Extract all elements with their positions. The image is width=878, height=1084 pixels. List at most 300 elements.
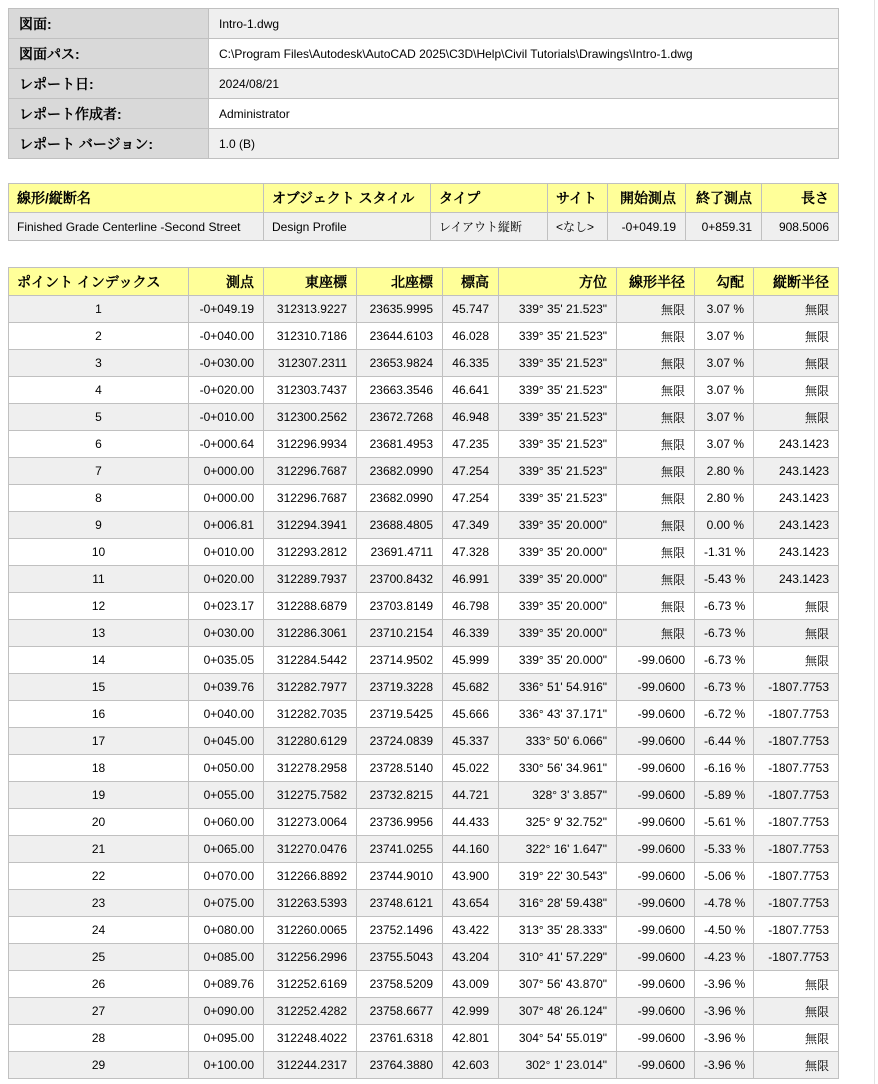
cell: -6.16 % [695,755,754,782]
cell: 339° 35' 21.523" [499,296,617,323]
cell: 0+055.00 [189,782,264,809]
cell: 無限 [617,323,695,350]
cell: -4.78 % [695,890,754,917]
column-header: 勾配 [695,268,754,296]
cell: 0+070.00 [189,863,264,890]
column-header: 標高 [443,268,499,296]
cell: 0.00 % [695,512,754,539]
cell: 23681.4953 [357,431,443,458]
cell: -1807.7753 [754,890,839,917]
table-row [9,620,839,647]
cell: -4.23 % [695,944,754,971]
cell: 312248.4022 [264,1025,357,1052]
cell: 313° 35' 28.333" [499,917,617,944]
table-row [9,809,839,836]
cell: 23719.3228 [357,674,443,701]
info-value: C:\Program Files\Autodesk\AutoCAD 2025\C3D\Help\Civil Tutorials\Drawings\Intro-1.dwg [209,39,839,69]
cell: 243.1423 [754,512,839,539]
cell: 46.028 [443,323,499,350]
cell: 3.07 % [695,350,754,377]
cell: 336° 43' 37.171" [499,701,617,728]
cell: -6.73 % [695,647,754,674]
cell: 20 [9,809,189,836]
table-row [9,296,839,323]
cell: 28 [9,1025,189,1052]
cell: -99.0600 [617,944,695,971]
cell: 無限 [617,296,695,323]
cell: 0+075.00 [189,890,264,917]
column-header: 方位 [499,268,617,296]
cell: 27 [9,998,189,1025]
cell: -1807.7753 [754,674,839,701]
table-row [9,485,839,512]
cell: -1807.7753 [754,782,839,809]
column-header: 長さ [762,184,839,213]
cell: 312310.7186 [264,323,357,350]
table-row [9,863,839,890]
column-header: 線形半径 [617,268,695,296]
cell: 23700.8432 [357,566,443,593]
cell: 23764.3880 [357,1052,443,1079]
cell: -1807.7753 [754,809,839,836]
table-row [9,377,839,404]
table-row [9,458,839,485]
cell: 22 [9,863,189,890]
cell: 23682.0990 [357,458,443,485]
cell: 339° 35' 21.523" [499,323,617,350]
cell: 26 [9,971,189,998]
cell: 42.603 [443,1052,499,1079]
cell: 322° 16' 1.647" [499,836,617,863]
cell: 23635.9995 [357,296,443,323]
cell: 312307.2311 [264,350,357,377]
cell: 46.641 [443,377,499,404]
cell: 46.991 [443,566,499,593]
table-row [9,99,839,129]
cell: 312252.6169 [264,971,357,998]
cell: 25 [9,944,189,971]
cell: 47.328 [443,539,499,566]
cell: 9 [9,512,189,539]
cell: 23758.5209 [357,971,443,998]
cell: 339° 35' 21.523" [499,485,617,512]
cell: 243.1423 [754,458,839,485]
info-label: レポート作成者: [9,99,209,129]
cell: 312282.7977 [264,674,357,701]
cell: -0+049.19 [608,213,686,241]
cell: 23761.6318 [357,1025,443,1052]
cell: 0+085.00 [189,944,264,971]
cell: 0+000.00 [189,458,264,485]
cell: 312294.3941 [264,512,357,539]
cell: 339° 35' 20.000" [499,593,617,620]
cell: 312288.6879 [264,593,357,620]
cell: 14 [9,647,189,674]
cell: -6.72 % [695,701,754,728]
table-row [9,431,839,458]
column-header: 終了測点 [686,184,762,213]
cell: 312284.5442 [264,647,357,674]
table-row [9,836,839,863]
cell: 19 [9,782,189,809]
cell: 7 [9,458,189,485]
cell: -99.0600 [617,755,695,782]
cell: 23728.5140 [357,755,443,782]
cell: 243.1423 [754,431,839,458]
cell: 6 [9,431,189,458]
cell: -99.0600 [617,674,695,701]
cell: 0+006.81 [189,512,264,539]
cell: 23653.9824 [357,350,443,377]
cell: -99.0600 [617,971,695,998]
table-row [9,39,839,69]
column-header: ポイント インデックス [9,268,189,296]
cell: 333° 50' 6.066" [499,728,617,755]
cell: 339° 35' 21.523" [499,377,617,404]
cell: 339° 35' 20.000" [499,539,617,566]
cell: 2.80 % [695,485,754,512]
cell: 無限 [617,539,695,566]
cell: 330° 56' 34.961" [499,755,617,782]
cell: 23758.6677 [357,998,443,1025]
cell: -1807.7753 [754,728,839,755]
column-header: サイト [548,184,608,213]
cell: 43.900 [443,863,499,890]
cell: -1807.7753 [754,755,839,782]
cell: -0+049.19 [189,296,264,323]
cell: 23719.5425 [357,701,443,728]
cell: 43.654 [443,890,499,917]
table-row [9,998,839,1025]
cell: -1807.7753 [754,836,839,863]
cell: 312244.2317 [264,1052,357,1079]
info-label: 図面パス: [9,39,209,69]
cell: 312260.0065 [264,917,357,944]
cell: 無限 [754,1052,839,1079]
cell: 0+095.00 [189,1025,264,1052]
cell: -5.89 % [695,782,754,809]
cell: 無限 [617,350,695,377]
cell: 23736.9956 [357,809,443,836]
cell: 0+100.00 [189,1052,264,1079]
cell: 312275.7582 [264,782,357,809]
table-row [9,674,839,701]
info-value: Intro-1.dwg [209,9,839,39]
cell: -99.0600 [617,917,695,944]
cell: 44.721 [443,782,499,809]
cell: 24 [9,917,189,944]
cell: 45.682 [443,674,499,701]
cell: 0+859.31 [686,213,762,241]
column-header: 東座標 [264,268,357,296]
cell: 46.798 [443,593,499,620]
cell: 3.07 % [695,431,754,458]
cell: -1807.7753 [754,863,839,890]
cell: 無限 [617,431,695,458]
cell: -0+020.00 [189,377,264,404]
cell: レイアウト縦断 [431,213,548,241]
cell: 319° 22' 30.543" [499,863,617,890]
cell: -99.0600 [617,728,695,755]
cell: 無限 [754,620,839,647]
cell: 無限 [754,350,839,377]
cell: 43.422 [443,917,499,944]
cell: 無限 [617,512,695,539]
info-label: レポート バージョン: [9,129,209,159]
cell: 45.337 [443,728,499,755]
cell: 43.204 [443,944,499,971]
cell: 42.801 [443,1025,499,1052]
cell: 312300.2562 [264,404,357,431]
cell: 339° 35' 21.523" [499,458,617,485]
cell: 無限 [754,1025,839,1052]
cell: 無限 [754,377,839,404]
table-row [9,1025,839,1052]
cell: -3.96 % [695,1025,754,1052]
column-header: 線形/縦断名 [9,184,264,213]
cell: 21 [9,836,189,863]
cell: 339° 35' 20.000" [499,620,617,647]
cell: -1807.7753 [754,944,839,971]
cell: 0+010.00 [189,539,264,566]
cell: 0+045.00 [189,728,264,755]
cell: 23744.9010 [357,863,443,890]
cell: 18 [9,755,189,782]
cell: -99.0600 [617,809,695,836]
cell: 316° 28' 59.438" [499,890,617,917]
cell: 無限 [754,998,839,1025]
cell: 46.339 [443,620,499,647]
cell: 339° 35' 20.000" [499,512,617,539]
cell: 310° 41' 57.229" [499,944,617,971]
cell: 45.747 [443,296,499,323]
cell: 無限 [617,593,695,620]
table-row [9,782,839,809]
cell: 44.160 [443,836,499,863]
table-row [9,213,839,241]
cell: 243.1423 [754,485,839,512]
cell: -6.44 % [695,728,754,755]
table-row [9,917,839,944]
cell: 312270.0476 [264,836,357,863]
info-label: 図面: [9,9,209,39]
cell: 312263.5393 [264,890,357,917]
cell: 無限 [617,620,695,647]
cell: 0+080.00 [189,917,264,944]
cell: 45.022 [443,755,499,782]
cell: 312256.2996 [264,944,357,971]
cell: 339° 35' 21.523" [499,431,617,458]
cell: -99.0600 [617,998,695,1025]
cell: 339° 35' 20.000" [499,647,617,674]
table-row [9,944,839,971]
cell: 312303.7437 [264,377,357,404]
cell: 44.433 [443,809,499,836]
info-value: 2024/08/21 [209,69,839,99]
table-row [9,890,839,917]
cell: 0+030.00 [189,620,264,647]
cell: 23741.0255 [357,836,443,863]
cell: 47.235 [443,431,499,458]
cell: 23710.2154 [357,620,443,647]
cell: 0+000.00 [189,485,264,512]
cell: -3.96 % [695,1052,754,1079]
cell: 23 [9,890,189,917]
cell: -6.73 % [695,620,754,647]
cell: 0+035.05 [189,647,264,674]
cell: 無限 [754,647,839,674]
cell: 312278.2958 [264,755,357,782]
table-row [9,647,839,674]
cell: 23732.8215 [357,782,443,809]
cell: 無限 [617,458,695,485]
cell: -0+040.00 [189,323,264,350]
cell: 無限 [754,404,839,431]
cell: 312296.7687 [264,458,357,485]
cell: 無限 [617,404,695,431]
cell: 23644.6103 [357,323,443,350]
cell: -3.96 % [695,998,754,1025]
cell: 23691.4711 [357,539,443,566]
column-header: 縦断半径 [754,268,839,296]
cell: 23724.0839 [357,728,443,755]
cell: 3 [9,350,189,377]
table-row [9,9,839,39]
info-value: Administrator [209,99,839,129]
cell: 307° 56' 43.870" [499,971,617,998]
cell: 23672.7268 [357,404,443,431]
cell: 23714.9502 [357,647,443,674]
cell: 11 [9,566,189,593]
cell: -4.50 % [695,917,754,944]
cell: 312252.4282 [264,998,357,1025]
cell: 312273.0064 [264,809,357,836]
table-row [9,971,839,998]
column-header: 開始測点 [608,184,686,213]
cell: -5.06 % [695,863,754,890]
cell: 336° 51' 54.916" [499,674,617,701]
cell: -99.0600 [617,1052,695,1079]
cell: 312313.9227 [264,296,357,323]
cell: 312280.6129 [264,728,357,755]
cell: -1807.7753 [754,917,839,944]
report-page [8,8,838,1079]
cell: -99.0600 [617,647,695,674]
cell: -99.0600 [617,782,695,809]
cell: -0+030.00 [189,350,264,377]
column-header: 北座標 [357,268,443,296]
cell: 47.254 [443,458,499,485]
cell: 312282.7035 [264,701,357,728]
cell: 無限 [617,485,695,512]
cell: Finished Grade Centerline -Second Street [9,213,264,241]
cell: 8 [9,485,189,512]
cell: 5 [9,404,189,431]
cell: 23663.3546 [357,377,443,404]
cell: 45.999 [443,647,499,674]
cell: -1807.7753 [754,701,839,728]
header-row [9,184,839,213]
table-row [9,404,839,431]
cell: 無限 [754,593,839,620]
table-row [9,1052,839,1079]
column-header: 測点 [189,268,264,296]
cell: 1 [9,296,189,323]
cell: 無限 [754,971,839,998]
cell: 0+039.76 [189,674,264,701]
cell: 2 [9,323,189,350]
cell: 42.999 [443,998,499,1025]
cell: 46.335 [443,350,499,377]
cell: 339° 35' 21.523" [499,404,617,431]
cell: 29 [9,1052,189,1079]
info-label: レポート日: [9,69,209,99]
table-row [9,566,839,593]
cell: -6.73 % [695,674,754,701]
cell: -3.96 % [695,971,754,998]
cell: Design Profile [264,213,431,241]
cell: 3.07 % [695,296,754,323]
cell: 312286.3061 [264,620,357,647]
cell: -99.0600 [617,890,695,917]
cell: 47.349 [443,512,499,539]
cell: -99.0600 [617,836,695,863]
cell: 908.5006 [762,213,839,241]
cell: 23688.4805 [357,512,443,539]
report-info-table [8,8,839,159]
cell: 13 [9,620,189,647]
cell: 339° 35' 20.000" [499,566,617,593]
cell: -99.0600 [617,863,695,890]
cell: 312293.2812 [264,539,357,566]
cell: 23755.5043 [357,944,443,971]
cell: 243.1423 [754,539,839,566]
cell: 3.07 % [695,377,754,404]
header-row [9,268,839,296]
cell: 17 [9,728,189,755]
cell: 43.009 [443,971,499,998]
cell: -99.0600 [617,701,695,728]
column-header: タイプ [431,184,548,213]
table-row [9,701,839,728]
table-row [9,539,839,566]
cell: 312296.7687 [264,485,357,512]
cell: 15 [9,674,189,701]
cell: 312289.7937 [264,566,357,593]
cell: 無限 [617,566,695,593]
cell: 325° 9' 32.752" [499,809,617,836]
cell: -0+010.00 [189,404,264,431]
cell: 4 [9,377,189,404]
cell: 0+060.00 [189,809,264,836]
table-row [9,350,839,377]
table-row [9,755,839,782]
cell: -5.33 % [695,836,754,863]
profile-summary-table [8,183,839,241]
cell: 3.07 % [695,404,754,431]
cell: 無限 [754,296,839,323]
window-edge-divider [874,0,875,1084]
cell: 0+023.17 [189,593,264,620]
cell: 無限 [617,377,695,404]
cell: -5.61 % [695,809,754,836]
cell: 0+090.00 [189,998,264,1025]
cell: 312266.8892 [264,863,357,890]
cell: 302° 1' 23.014" [499,1052,617,1079]
cell: 2.80 % [695,458,754,485]
cell: 0+040.00 [189,701,264,728]
cell: 312296.9934 [264,431,357,458]
